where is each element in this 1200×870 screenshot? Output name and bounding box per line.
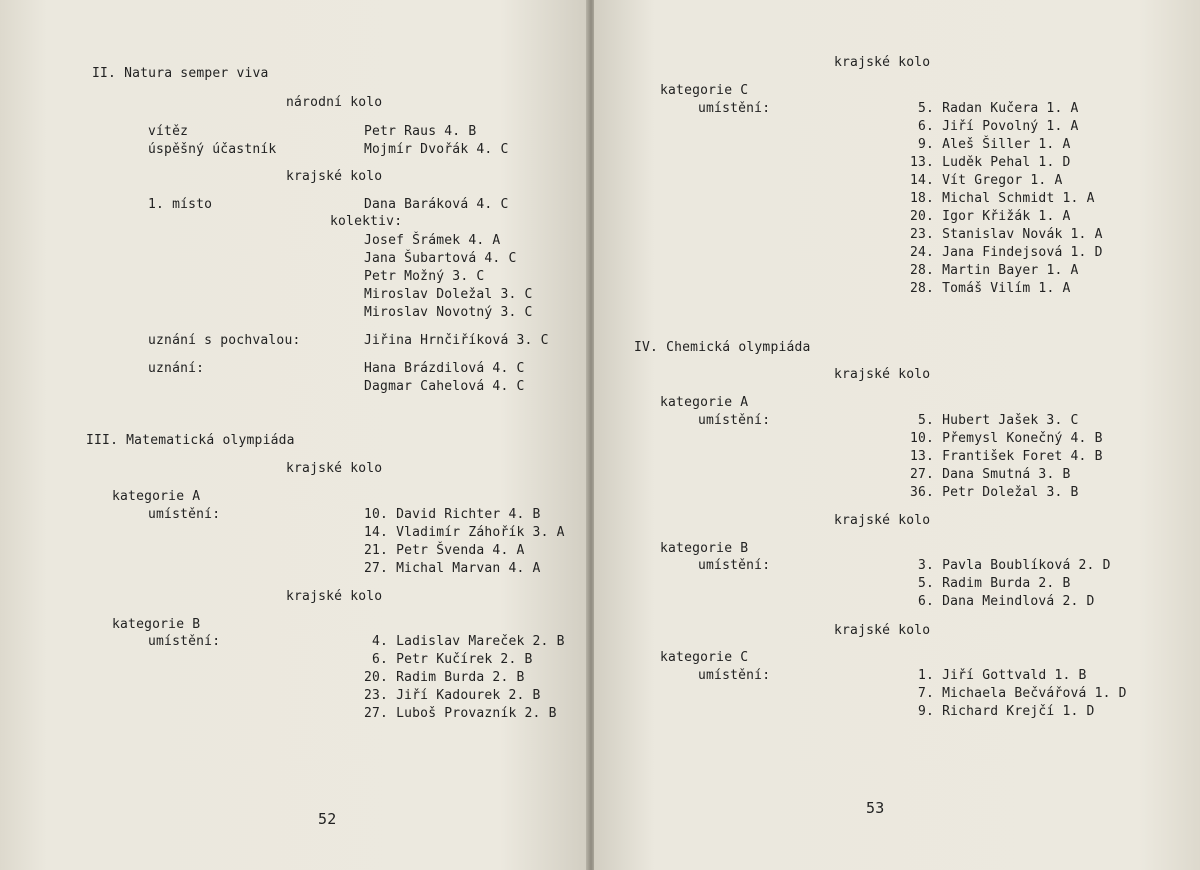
list-item: 23. Stanislav Novák 1. A <box>910 227 1103 242</box>
round-label-regional: krajské kolo <box>834 513 931 528</box>
round-label-regional: krajské kolo <box>834 55 931 70</box>
label-placement: umístění: <box>698 101 771 116</box>
list-item: 9. Aleš Šiller 1. A <box>918 137 1071 152</box>
list-item: Dagmar Cahelová 4. C <box>364 379 525 394</box>
list-item: 13. František Foret 4. B <box>910 449 1103 464</box>
section-heading-chemistry: IV. Chemická olympiáda <box>634 340 811 355</box>
list-item: 27. Dana Smutná 3. B <box>910 467 1071 482</box>
list-item: 28. Martin Bayer 1. A <box>910 263 1079 278</box>
round-label-regional: krajské kolo <box>286 169 383 184</box>
label-placement: umístění: <box>698 668 771 683</box>
list-item: 28. Tomáš Vilím 1. A <box>910 281 1071 296</box>
list-item: Miroslav Novotný 3. C <box>364 305 533 320</box>
list-item: 5. Radim Burda 2. B <box>918 576 1071 591</box>
label-first-place: 1. místo <box>148 197 213 212</box>
list-item: 20. Igor Křižák 1. A <box>910 209 1071 224</box>
label-placement: umístění: <box>698 413 771 428</box>
left-page <box>0 0 588 870</box>
list-item: 18. Michal Schmidt 1. A <box>910 191 1095 206</box>
list-item: 10. David Richter 4. B <box>364 507 541 522</box>
page-number: 52 <box>318 810 337 828</box>
list-item: 21. Petr Švenda 4. A <box>364 543 525 558</box>
label-successful: úspěšný účastník <box>148 142 277 157</box>
round-label-regional: krajské kolo <box>286 461 383 476</box>
label-winner: vítěz <box>148 124 189 139</box>
list-item: 6. Jiří Povolný 1. A <box>918 119 1079 134</box>
list-item: 5. Radan Kučera 1. A <box>918 101 1079 116</box>
list-item: 3. Pavla Boublíková 2. D <box>918 558 1111 573</box>
round-label-national: národní kolo <box>286 95 383 110</box>
list-item: 36. Petr Doležal 3. B <box>910 485 1079 500</box>
list-item: 14. Vladimír Záhořík 3. A <box>364 525 565 540</box>
list-item: 24. Jana Findejsová 1. D <box>910 245 1103 260</box>
list-item: 6. Dana Meindlová 2. D <box>918 594 1095 609</box>
category-label: kategorie C <box>660 83 749 98</box>
list-item: 27. Michal Marvan 4. A <box>364 561 541 576</box>
label-commendation: uznání s pochvalou: <box>148 333 301 348</box>
category-label: kategorie C <box>660 650 749 665</box>
list-item: Miroslav Doležal 3. C <box>364 287 533 302</box>
list-item: Hana Brázdilová 4. C <box>364 361 525 376</box>
list-item: 20. Radim Burda 2. B <box>364 670 525 685</box>
list-item: 7. Michaela Bečvářová 1. D <box>918 686 1127 701</box>
right-page <box>594 0 1200 870</box>
list-item: Jana Šubartová 4. C <box>364 251 517 266</box>
list-item: Petr Možný 3. C <box>364 269 485 284</box>
list-item: 23. Jiří Kadourek 2. B <box>364 688 541 703</box>
round-label-regional: krajské kolo <box>834 623 931 638</box>
list-item: 6. Petr Kučírek 2. B <box>372 652 533 667</box>
list-item: 4. Ladislav Mareček 2. B <box>372 634 565 649</box>
list-item: 1. Jiří Gottvald 1. B <box>918 668 1087 683</box>
label-collective: kolektiv: <box>330 214 403 229</box>
page-number: 53 <box>866 799 885 817</box>
category-label: kategorie A <box>660 395 749 410</box>
label-placement: umístění: <box>148 634 221 649</box>
round-label-regional: krajské kolo <box>286 589 383 604</box>
section-heading-natura: II. Natura semper viva <box>92 66 269 81</box>
label-placement: umístění: <box>698 558 771 573</box>
label-placement: umístění: <box>148 507 221 522</box>
category-label: kategorie B <box>112 617 201 632</box>
list-item: Josef Šrámek 4. A <box>364 233 501 248</box>
round-label-regional: krajské kolo <box>834 367 931 382</box>
first-place-name: Dana Baráková 4. C <box>364 197 509 212</box>
list-item: 9. Richard Krejčí 1. D <box>918 704 1095 719</box>
list-item: 10. Přemysl Konečný 4. B <box>910 431 1103 446</box>
list-item: 14. Vít Gregor 1. A <box>910 173 1063 188</box>
commendation-name: Jiřina Hrnčiříková 3. C <box>364 333 549 348</box>
label-recognition: uznání: <box>148 361 205 376</box>
category-label: kategorie A <box>112 489 201 504</box>
list-item: 13. Luděk Pehal 1. D <box>910 155 1071 170</box>
section-heading-math: III. Matematická olympiáda <box>86 433 295 448</box>
category-label: kategorie B <box>660 541 749 556</box>
list-item: 5. Hubert Jašek 3. C <box>918 413 1079 428</box>
list-item: 27. Luboš Provazník 2. B <box>364 706 557 721</box>
successful-name: Mojmír Dvořák 4. C <box>364 142 509 157</box>
winner-name: Petr Raus 4. B <box>364 124 477 139</box>
